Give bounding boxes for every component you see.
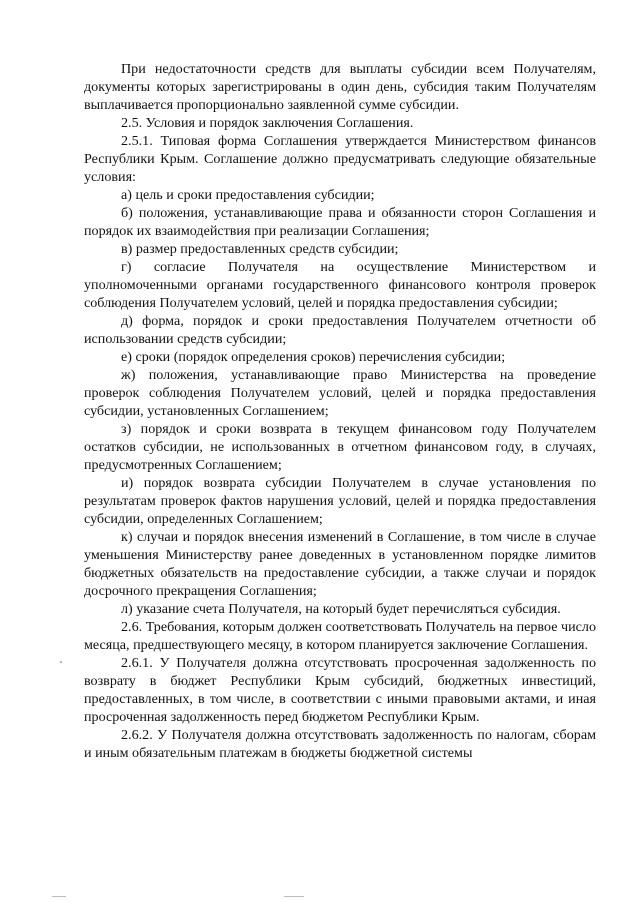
list-item-d: д) форма, порядок и сроки предоставления Получателем отчетности об использовании средств субсидии; <box>84 313 596 347</box>
list-item-k: к) случаи и порядок внесения изменений в Соглашение, в том числе в случае уменьшения Министерству ранее доведенных в установленном порядке лимитов бюджетных обязательств на предоставление субсидии, а также случаи и порядок досрочного прекращения Соглашения; <box>84 529 596 599</box>
paragraph-insufficient-funds: При недостаточности средств для выплаты субсидии всем Получателям, документы которых зарегистрированы в один день, субсидия таким Получателям выплачивается пропорционально заявленной сумме субсидии. <box>84 61 596 113</box>
list-item-a: а) цель и сроки предоставления субсидии; <box>121 187 375 203</box>
list-item-b: б) положения, устанавливающие права и обязанности сторон Соглашения и порядок их взаимодействия при реализации Соглашения; <box>84 205 596 239</box>
scan-speck <box>60 661 62 663</box>
list-item-i: и) порядок возврата субсидии Получателем в случае установления по результатам проверок фактов нарушения условий, целей и порядка предоставления субсидии, определенных Соглашением; <box>84 475 596 527</box>
scan-mark-center <box>284 896 304 897</box>
list-item-e: е) сроки (порядок определения сроков) перечисления субсидии; <box>121 349 506 365</box>
list-item-z: з) порядок и сроки возврата в текущем финансовом году Получателем остатков субсидии, не использованных в отчетном финансовом году, в случаях, предусмотренных Соглашением; <box>84 421 596 473</box>
list-item-g: г) согласие Получателя на осуществление Министерством и уполномоченными органами государственного финансового контроля проверок соблюдения Получателем условий, целей и порядка предоставления субсидии; <box>84 259 596 311</box>
list-item-v: в) размер предоставленных средств субсидии; <box>121 241 399 257</box>
paragraph-2-6-2: 2.6.2. У Получателя должна отсутствовать задолженность по налогам, сборам и иным обязательным платежам в бюджеты бюджетной системы <box>84 727 596 761</box>
list-item-l: л) указание счета Получателя, на который будет перечисляться субсидия. <box>121 601 561 617</box>
scan-mark-left <box>52 896 66 897</box>
paragraph-2-6-1: 2.6.1. У Получателя должна отсутствовать просроченная задолженность по возврату в бюджет Республики Крым субсидий, бюджетных инвестиций, предоставленных, в том числе, в соответствии с иными правовыми актами, и иная просроченная задолженность перед бюджетом Республики Крым. <box>84 655 596 725</box>
scan-bottom-marks <box>0 893 640 901</box>
paragraph-2-5: 2.5. Условия и порядок заключения Соглашения. <box>121 115 414 131</box>
paragraph-2-5-1: 2.5.1. Типовая форма Соглашения утверждается Министерством финансов Республики Крым. Соглашение должно предусматривать следующие обязательные условия: <box>84 133 596 185</box>
list-item-zh: ж) положения, устанавливающие право Министерства на проведение проверок соблюдения Получателем условий, целей и порядка предоставления субсидии, установленных Соглашением; <box>84 367 596 419</box>
paragraph-2-6: 2.6. Требования, которым должен соответствовать Получатель на первое число месяца, предшествующего месяцу, в котором планируется заключение Соглашения. <box>84 619 596 653</box>
